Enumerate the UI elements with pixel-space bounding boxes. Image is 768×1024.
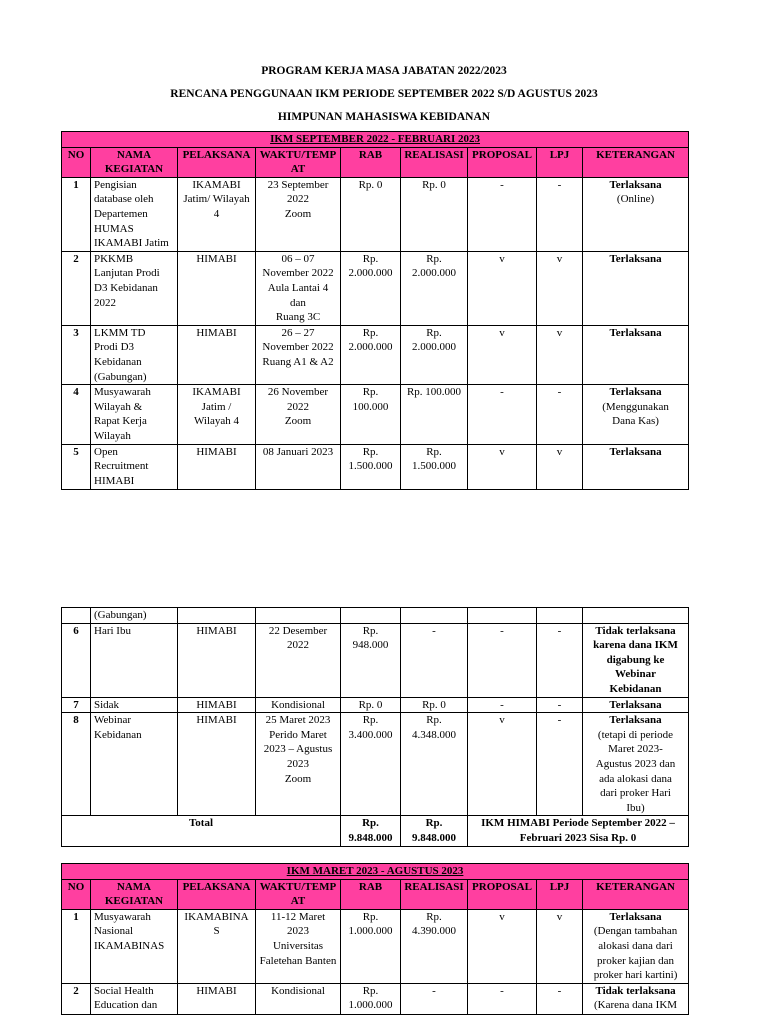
row-note: (Karena dana IKM <box>594 999 678 1012</box>
row-proposal: v <box>468 909 537 983</box>
organization-name: HIMPUNAN MAHASISWA KEBIDANAN <box>277 111 491 123</box>
row-pelaksana: HIMABI <box>178 444 256 489</box>
row-no: 2 <box>62 251 91 325</box>
document-subtitle: RENCANA PENGGUNAAN IKM PERIODE SEPTEMBER 2022 S/D AGUSTUS 2023 <box>170 88 598 100</box>
total-row <box>62 816 689 846</box>
col-no: NO <box>62 147 91 177</box>
row-status: Terlaksana <box>609 178 662 191</box>
col-proposal: PROPOSAL <box>468 879 537 909</box>
row-nama: Webinar Kebidanan <box>91 713 178 816</box>
row-lpj: - <box>537 697 583 713</box>
row-rab: Rp. 1.000.000 <box>341 983 401 1014</box>
row-realisasi: Rp. 4.348.000 <box>401 713 468 816</box>
row-nama: Social Health Education dan <box>91 983 178 1014</box>
row-no: 3 <box>62 325 91 384</box>
column-header-row <box>62 147 689 177</box>
row-no: 8 <box>62 713 91 816</box>
row-nama: Musyawarah Nasional IKAMABINAS <box>91 909 178 983</box>
row-realisasi: Rp. 100.000 <box>401 385 468 444</box>
row-pelaksana: HIMABI <box>178 251 256 325</box>
table-row <box>62 444 689 489</box>
row-proposal: v <box>468 325 537 384</box>
row-rab: Rp. 100.000 <box>341 385 401 444</box>
row-lpj: - <box>537 623 583 697</box>
row-rab: Rp. 1.500.000 <box>341 444 401 489</box>
col-no: NO <box>62 879 91 909</box>
col-pelaksana: PELAKSANA <box>178 879 256 909</box>
row-lpj: - <box>537 385 583 444</box>
table-row <box>62 251 689 325</box>
row-pelaksana: IKAMABINA S <box>178 909 256 983</box>
row-waktu: 25 Maret 2023 Perido Maret 2023 – Agustus 2023 Zoom <box>256 713 341 816</box>
row-nama: LKMM TD Prodi D3 Kebidanan (Gabungan) <box>91 325 178 384</box>
row-nama: Pengisian database oleh Departemen HUMAS IKAMABI Jatim <box>91 177 178 251</box>
row-realisasi: Rp. 0 <box>401 697 468 713</box>
row-waktu: 26 November 2022 Zoom <box>256 385 341 444</box>
row-no: 2 <box>62 983 91 1014</box>
row-pelaksana: HIMABI <box>178 697 256 713</box>
total-label: Total <box>62 816 341 846</box>
row-note: (Dengan tambahan alokasi dana dari proker kajian dan proker hari kartini) <box>593 925 678 982</box>
document-title: PROGRAM KERJA MASA JABATAN 2022/2023 <box>261 65 507 77</box>
row-realisasi: Rp. 4.390.000 <box>401 909 468 983</box>
row-proposal: - <box>468 623 537 697</box>
row-status: Terlaksana <box>609 326 662 339</box>
row-no: 1 <box>62 909 91 983</box>
table-row <box>62 177 689 251</box>
row-rab: Rp. 2.000.000 <box>341 325 401 384</box>
col-lpj: LPJ <box>537 147 583 177</box>
row-waktu: 23 September 2022 Zoom <box>256 177 341 251</box>
table-row <box>62 983 689 1014</box>
total-realisasi: Rp. 9.848.000 <box>401 816 468 846</box>
table-row <box>62 623 689 697</box>
row-proposal: - <box>468 697 537 713</box>
row-status: Terlaksana <box>609 714 662 727</box>
row-proposal: v <box>468 251 537 325</box>
col-realisasi: REALISASI <box>401 879 468 909</box>
row-realisasi: Rp. 0 <box>401 177 468 251</box>
period-summary: IKM HIMABI Periode September 2022 – Februari 2023 Sisa Rp. 0 <box>468 816 689 846</box>
row-waktu: Kondisional <box>256 697 341 713</box>
col-proposal: PROPOSAL <box>468 147 537 177</box>
row-status: Terlaksana <box>609 445 662 458</box>
table-period-title: IKM SEPTEMBER 2022 - FEBRUARI 2023 <box>62 132 689 148</box>
table-row <box>62 713 689 816</box>
col-nama-kegiatan: NAMA KEGIATAN <box>91 147 178 177</box>
row-lpj: v <box>537 444 583 489</box>
row-waktu: 06 – 07 November 2022 Aula Lantai 4 dan Ruang 3C <box>256 251 341 325</box>
row-waktu: Kondisional <box>256 983 341 1014</box>
row-lpj: v <box>537 325 583 384</box>
row-lpj: - <box>537 713 583 816</box>
table-period-title: IKM MARET 2023 - AGUSTUS 2023 <box>62 864 689 880</box>
row-rab: Rp. 3.400.000 <box>341 713 401 816</box>
col-rab: RAB <box>341 879 401 909</box>
table-row <box>62 385 689 444</box>
row-pelaksana: HIMABI <box>178 713 256 816</box>
row-note: (Menggunakan Dana Kas) <box>602 400 669 428</box>
row-note: (Online) <box>616 193 655 206</box>
row-proposal: - <box>468 177 537 251</box>
row-note: (tetapi di periode Maret 2023- Agustus 2023 dan ada alokasi dana dari proker Hari Ibu) <box>595 728 676 814</box>
row-realisasi: Rp. 2.000.000 <box>401 325 468 384</box>
row-realisasi: Rp. 1.500.000 <box>401 444 468 489</box>
row-lpj: - <box>537 983 583 1014</box>
row-nama: PKKMB Lanjutan Prodi D3 Kebidanan 2022 <box>91 251 178 325</box>
row-realisasi: - <box>401 623 468 697</box>
row-proposal: v <box>468 444 537 489</box>
row-pelaksana: HIMABI <box>178 325 256 384</box>
row-realisasi: - <box>401 983 468 1014</box>
column-header-row <box>62 879 689 909</box>
row-realisasi: Rp. 2.000.000 <box>401 251 468 325</box>
row-status: Terlaksana <box>609 252 662 265</box>
row-status: Terlaksana <box>609 698 662 711</box>
row-proposal: - <box>468 385 537 444</box>
row-pelaksana: HIMABI <box>178 983 256 1014</box>
row-nama: Hari Ibu <box>91 623 178 697</box>
row-status: Tidak terlaksana <box>595 984 676 997</box>
row-no: 1 <box>62 177 91 251</box>
row-waktu: 22 Desember 2022 <box>256 623 341 697</box>
row-pelaksana: HIMABI <box>178 623 256 697</box>
ikm-table-sep-feb <box>61 131 689 490</box>
col-keterangan: KETERANGAN <box>583 147 689 177</box>
row-lpj: - <box>537 177 583 251</box>
row-pelaksana: IKAMABI Jatim/ Wilayah 4 <box>178 177 256 251</box>
row-lpj: v <box>537 251 583 325</box>
row-status: Tidak terlaksana karena dana IKM digabung ke Webinar Kebidanan <box>593 624 678 695</box>
row-proposal: v <box>468 713 537 816</box>
row-nama: Sidak <box>91 697 178 713</box>
row-lpj: v <box>537 909 583 983</box>
row-rab: Rp. 2.000.000 <box>341 251 401 325</box>
row-rab: Rp. 948.000 <box>341 623 401 697</box>
col-realisasi: REALISASI <box>401 147 468 177</box>
row-no: 6 <box>62 623 91 697</box>
total-rab: Rp. 9.848.000 <box>341 816 401 846</box>
row-waktu: 26 – 27 November 2022 Ruang A1 & A2 <box>256 325 341 384</box>
col-keterangan: KETERANGAN <box>583 879 689 909</box>
table-row-carryover <box>62 608 689 624</box>
col-lpj: LPJ <box>537 879 583 909</box>
row-rab: Rp. 0 <box>341 177 401 251</box>
col-waktu-tempat: WAKTU/TEMP AT <box>256 147 341 177</box>
col-waktu-tempat: WAKTU/TEMP AT <box>256 879 341 909</box>
carryover-text: (Gabungan) <box>91 608 178 624</box>
row-waktu: 11-12 Maret 2023 Universitas Faletehan Banten <box>256 909 341 983</box>
row-no: 5 <box>62 444 91 489</box>
col-pelaksana: PELAKSANA <box>178 147 256 177</box>
col-nama-kegiatan: NAMA KEGIATAN <box>91 879 178 909</box>
col-rab: RAB <box>341 147 401 177</box>
table-row <box>62 325 689 384</box>
row-rab: Rp. 1.000.000 <box>341 909 401 983</box>
row-proposal: - <box>468 983 537 1014</box>
row-status: Terlaksana <box>609 386 662 399</box>
row-pelaksana: IKAMABI Jatim / Wilayah 4 <box>178 385 256 444</box>
table-row <box>62 697 689 713</box>
ikm-table-mar-aug <box>61 863 689 1015</box>
row-status: Terlaksana <box>609 910 662 923</box>
table-row <box>62 909 689 983</box>
row-nama: Musyawarah Wilayah & Rapat Kerja Wilayah <box>91 385 178 444</box>
row-no: 7 <box>62 697 91 713</box>
ikm-table-sep-feb-continued <box>61 607 689 847</box>
row-waktu: 08 Januari 2023 <box>256 444 341 489</box>
row-rab: Rp. 0 <box>341 697 401 713</box>
row-no: 4 <box>62 385 91 444</box>
row-nama: Open Recruitment HIMABI <box>91 444 178 489</box>
